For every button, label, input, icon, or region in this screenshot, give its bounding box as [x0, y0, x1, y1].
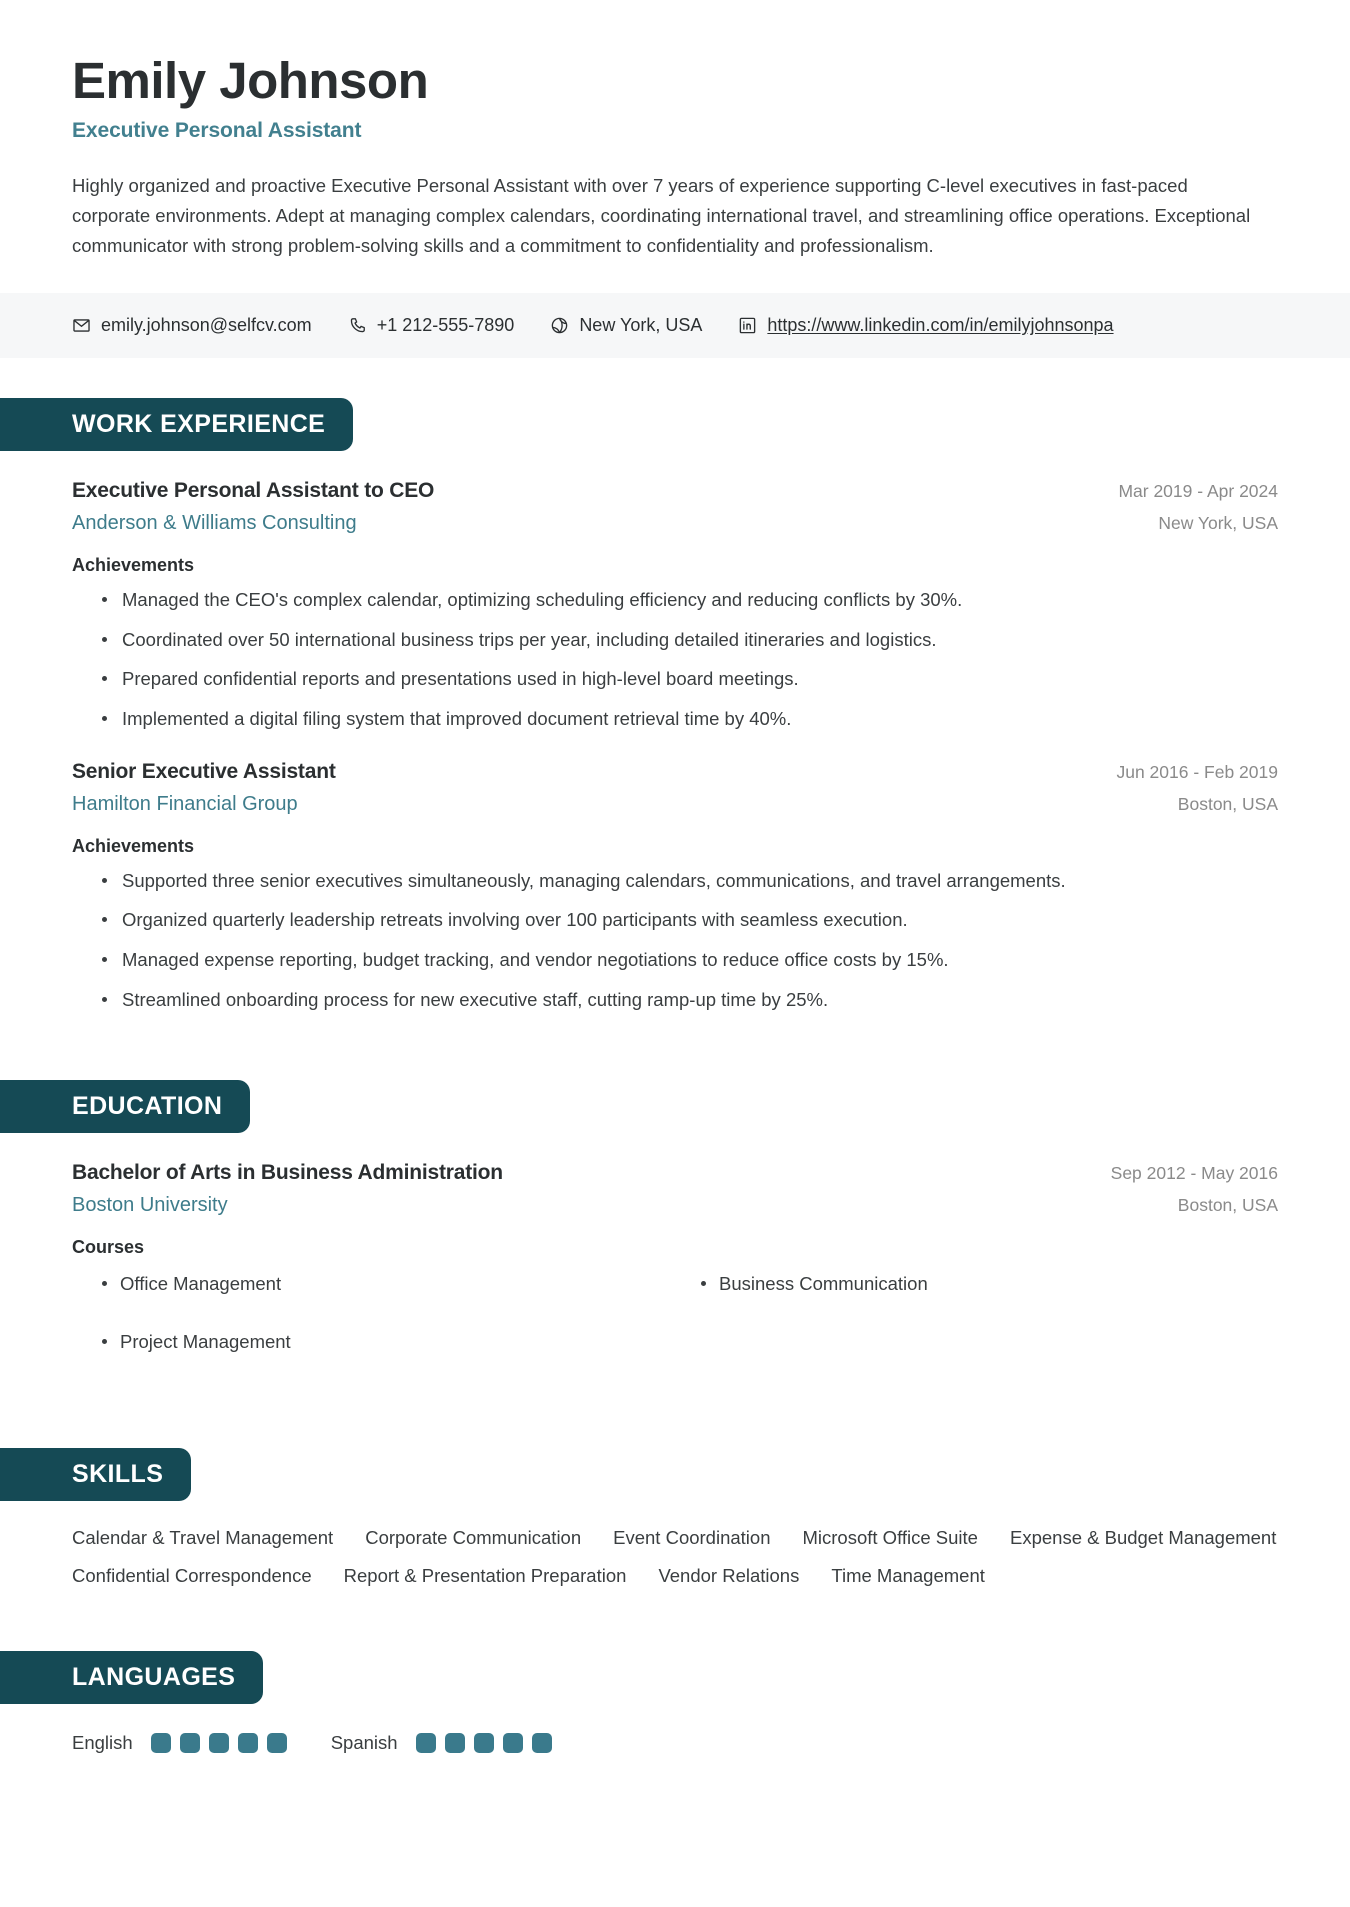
achievement-item: Managed the CEO's complex calendar, optimizing scheduling efficiency and reducing conflicts by 30%.: [120, 586, 1278, 615]
entry-title: Bachelor of Arts in Business Administration: [72, 1161, 503, 1185]
contact-value: emily.johnson@selfcv.com: [101, 315, 312, 336]
skill-item: Vendor Relations: [658, 1564, 800, 1586]
professional-summary: Highly organized and proactive Executive Personal Assistant with over 7 years of experience supporting C-level executives in fast-paced corporate environments. Adept at managing complex calendars, coordinating international travel, and streamlining office operations. Exceptional communicator with strong problem-solving skills and a commitment to confidentiality and professionalism.: [72, 175, 1251, 257]
language-level-square: [180, 1733, 200, 1753]
contact-item-envelope: [72, 315, 312, 336]
globe-location-icon: [550, 316, 569, 335]
language-level-square: [445, 1733, 465, 1753]
achievement-item: Organized quarterly leadership retreats involving over 100 participants with seamless execution.: [120, 906, 1278, 935]
skill-item: Time Management: [831, 1564, 985, 1586]
entry-location: Boston, USA: [1177, 1195, 1278, 1216]
education-entry-list: [0, 1161, 1350, 1385]
entry-title-row: [72, 1161, 1278, 1185]
entry-organization[interactable]: Hamilton Financial Group: [72, 792, 298, 815]
course-item: Project Management: [120, 1328, 679, 1357]
section-languages: [0, 1651, 1350, 1754]
work-entry: [0, 760, 1350, 1015]
entry-org-row: [72, 503, 1278, 535]
education-entry: [0, 1161, 1350, 1385]
section-education: [0, 1080, 1350, 1385]
section-heading-education: EDUCATION: [0, 1080, 250, 1133]
skills-list: [0, 1527, 1350, 1587]
language-item: [331, 1732, 552, 1754]
section-heading-skills: SKILLS: [0, 1448, 191, 1501]
contact-value: New York, USA: [579, 315, 703, 336]
entry-title-row: [72, 760, 1278, 784]
language-level-square: [474, 1733, 494, 1753]
language-level-meter: [151, 1733, 287, 1753]
language-level-square: [209, 1733, 229, 1753]
language-item: [72, 1732, 287, 1754]
skill-item: Calendar & Travel Management: [72, 1526, 334, 1548]
entry-sub-label: Courses: [72, 1237, 145, 1258]
skill-item: Corporate Communication: [365, 1526, 582, 1548]
contact-value: +1 212-555-7890: [376, 315, 515, 336]
skill-item: Event Coordination: [613, 1526, 771, 1548]
achievement-item: Implemented a digital filing system that improved document retrieval time by 40%.: [120, 705, 1278, 734]
entry-title: Senior Executive Assistant: [72, 759, 336, 783]
entry-title: Executive Personal Assistant to CEO: [72, 479, 435, 503]
phone-icon: [348, 316, 367, 335]
course-list: [72, 1270, 1278, 1385]
section-heading-work: WORK EXPERIENCE: [0, 398, 353, 451]
achievement-list: [72, 867, 1278, 1015]
entry-sub-label: Achievements: [72, 835, 195, 856]
resume-header: [0, 0, 1350, 261]
entry-dates: Jun 2016 - Feb 2019: [1116, 761, 1278, 782]
language-level-square: [151, 1733, 171, 1753]
language-level-square: [503, 1733, 523, 1753]
entry-organization[interactable]: Boston University: [72, 1194, 228, 1217]
entry-title-row: [72, 479, 1278, 503]
contact-bar: [0, 293, 1350, 358]
contact-item-globe-location: [550, 315, 702, 336]
entry-sub-label: Achievements: [72, 555, 195, 576]
achievement-list: [72, 586, 1278, 734]
entry-dates: Mar 2019 - Apr 2024: [1118, 481, 1278, 502]
achievement-item: Coordinated over 50 international business trips per year, including detailed itineraries and logistics.: [120, 626, 1278, 655]
language-name: Spanish: [330, 1731, 398, 1753]
achievement-item: Managed expense reporting, budget tracking, and vendor negotiations to reduce office costs by 15%.: [120, 946, 1278, 975]
language-level-square: [238, 1733, 258, 1753]
achievement-item: Supported three senior executives simultaneously, managing calendars, communications, and travel arrangements.: [120, 867, 1278, 896]
linkedin-icon: [738, 316, 757, 335]
language-level-square: [532, 1733, 552, 1753]
section-skills: [0, 1448, 1350, 1587]
contact-item-phone: [348, 315, 515, 336]
candidate-job-title: Executive Personal Assistant: [72, 119, 362, 143]
skill-item: Report & Presentation Preparation: [343, 1564, 627, 1586]
entry-dates: Sep 2012 - May 2016: [1110, 1163, 1278, 1184]
course-item: Business Communication: [719, 1270, 1278, 1299]
work-entry-list: [0, 479, 1350, 1014]
achievement-item: Prepared confidential reports and presentations used in high-level board meetings.: [120, 665, 1278, 694]
work-entry: [0, 479, 1350, 734]
candidate-name: Emily Johnson: [72, 52, 429, 109]
contact-item-linkedin[interactable]: [738, 315, 1113, 336]
course-item: Office Management: [120, 1270, 679, 1299]
skill-item: Expense & Budget Management: [1009, 1526, 1277, 1548]
entry-org-row: [72, 1185, 1278, 1217]
entry-location: Boston, USA: [1177, 793, 1278, 814]
skill-item: Confidential Correspondence: [72, 1564, 312, 1586]
language-name: English: [72, 1731, 133, 1753]
section-heading-languages: LANGUAGES: [0, 1651, 263, 1704]
envelope-icon: [72, 316, 91, 335]
entry-location: New York, USA: [1158, 513, 1278, 534]
achievement-item: Streamlined onboarding process for new executive staff, cutting ramp-up time by 25%.: [120, 986, 1278, 1015]
language-level-meter: [416, 1733, 552, 1753]
language-level-square: [416, 1733, 436, 1753]
entry-organization[interactable]: Anderson & Williams Consulting: [72, 512, 357, 535]
language-level-square: [267, 1733, 287, 1753]
languages-list: [0, 1732, 1350, 1754]
entry-org-row: [72, 784, 1278, 816]
section-work-experience: [0, 398, 1350, 1014]
skill-item: Microsoft Office Suite: [802, 1526, 978, 1548]
contact-value[interactable]: https://www.linkedin.com/in/emilyjohnsonpa: [767, 315, 1114, 336]
